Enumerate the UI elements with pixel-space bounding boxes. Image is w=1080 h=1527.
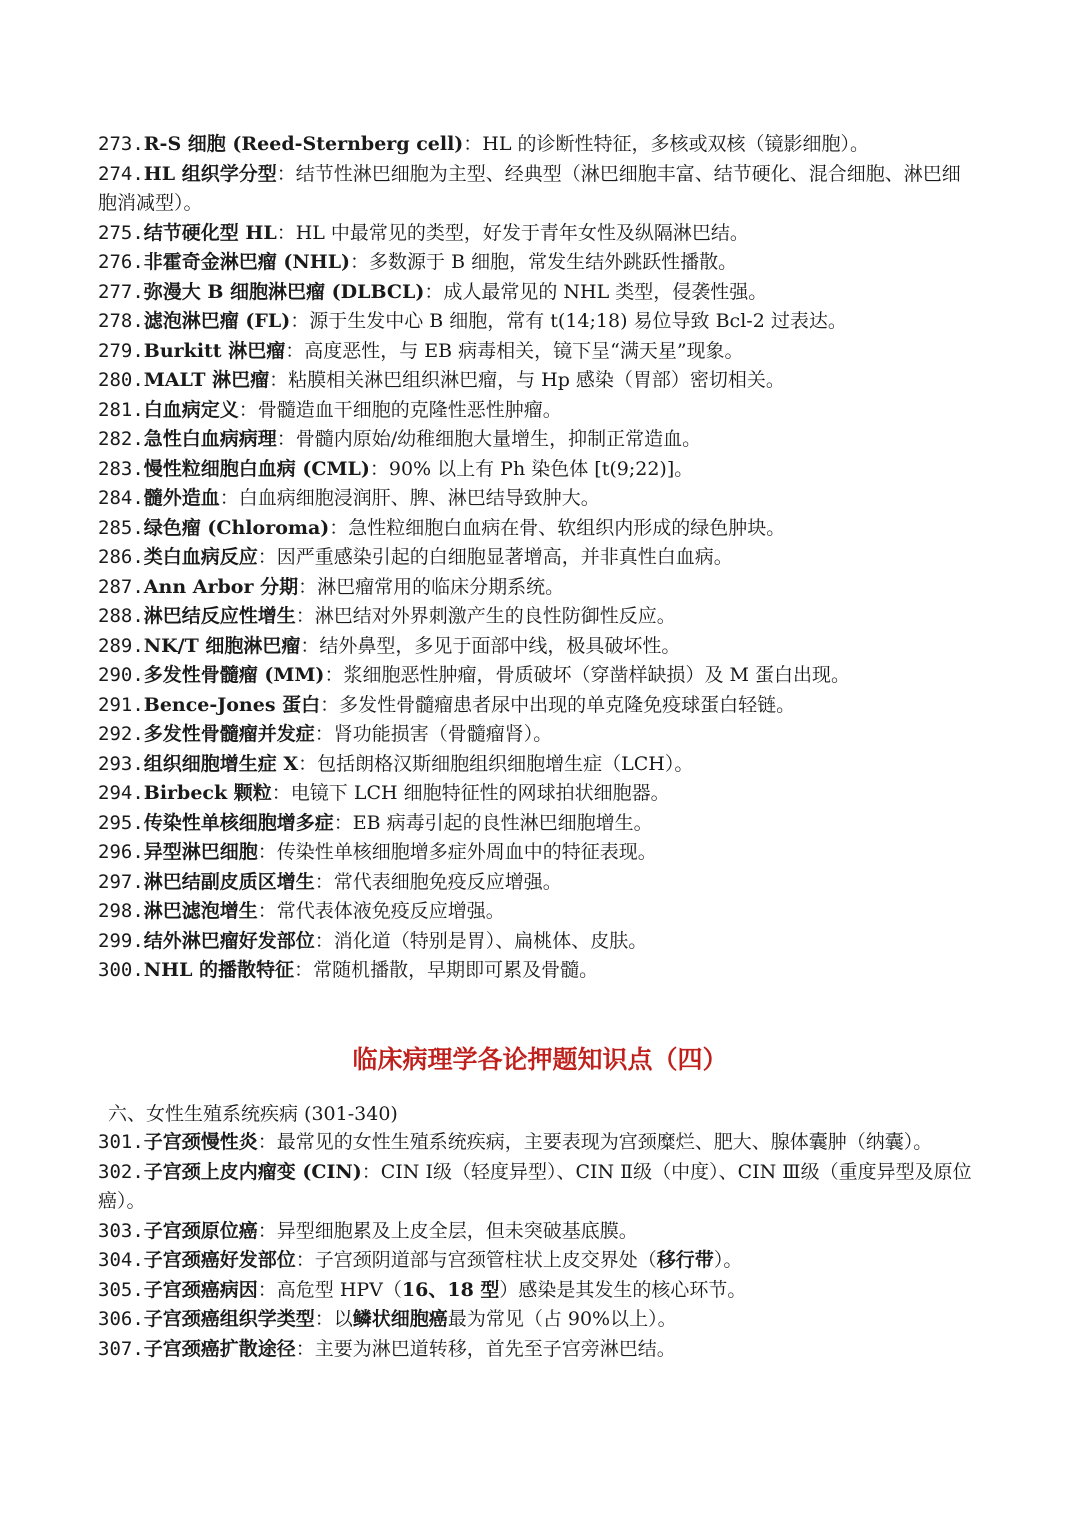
item-text: ：异型细胞累及上皮全层，但未突破基底膜。: [257, 1219, 638, 1242]
item-term: 慢性粒细胞白血病 (CML): [143, 457, 370, 480]
list-item: [98, 514, 978, 544]
item-term: 子宫颈癌组织学类型: [143, 1308, 315, 1330]
item-text: ：HL 的诊断性特征，多核或双核（镜影细胞）。: [463, 133, 870, 155]
item-number: 302.: [98, 1160, 144, 1183]
item-text: ：高危型 HPV（: [257, 1278, 402, 1301]
item-term: HL 组织学分型: [143, 162, 277, 185]
item-number: 285.: [98, 516, 144, 539]
item-emphasis: 移行带: [656, 1249, 714, 1271]
list-item: [98, 956, 978, 986]
item-tail: ）感染是其发生的核心环节。: [499, 1278, 747, 1301]
item-term: 白血病定义: [143, 398, 239, 421]
item-number: 287.: [98, 575, 144, 598]
item-number: 288.: [98, 605, 144, 627]
list-item: [98, 602, 978, 632]
item-number: 278.: [98, 310, 144, 332]
item-term: 滤泡淋巴瘤 (FL): [143, 310, 291, 332]
item-term: 子宫颈慢性炎: [143, 1131, 258, 1153]
item-text: ：EB 病毒引起的良性淋巴细胞增生。: [333, 811, 653, 834]
list-item: [98, 1158, 978, 1217]
item-text: ：粘膜相关淋巴组织淋巴瘤，与 Hp 感染（胃部）密切相关。: [269, 369, 785, 391]
item-term: 多发性骨髓瘤 (MM): [143, 664, 325, 686]
item-term: Ann Arbor 分期: [143, 575, 299, 598]
item-term: NK/T 细胞淋巴瘤: [143, 634, 301, 657]
item-text: ：以: [314, 1308, 353, 1330]
section-subtitle: 六、女性生殖系统疾病 (301-340): [108, 1103, 398, 1125]
item-term: 淋巴滤泡增生: [143, 900, 258, 922]
item-text: ：骨髓造血干细胞的克隆性恶性肿瘤。: [238, 398, 562, 421]
list-item: [98, 248, 978, 278]
item-text: ：常代表体液免疫反应增强。: [257, 900, 505, 922]
item-term: 结外淋巴瘤好发部位: [143, 929, 315, 952]
item-text: ：90% 以上有 Ph 染色体 [t(9;22)]。: [369, 457, 694, 480]
list-item: [98, 779, 978, 809]
list-item: [98, 720, 978, 750]
item-text: ：白血病细胞浸润肝、脾、淋巴结导致肿大。: [219, 487, 600, 509]
item-text: ：传染性单核细胞增多症外周血中的特征表现。: [257, 841, 657, 863]
item-term: MALT 淋巴瘤: [143, 369, 270, 391]
list-item: [98, 396, 978, 426]
item-number: 298.: [98, 900, 144, 922]
item-number: 274.: [98, 162, 144, 185]
item-text: ：因严重感染引起的白细胞显著增高，并非真性白血病。: [257, 546, 733, 568]
item-number: 284.: [98, 487, 144, 509]
item-number: 282.: [98, 428, 144, 450]
item-number: 279.: [98, 339, 144, 362]
item-term: 髓外造血: [143, 487, 220, 509]
item-number: 289.: [98, 634, 144, 657]
item-text: ：CIN Ⅰ级（轻度异型）、CIN Ⅱ级（中度）、CIN Ⅲ级（重度异型及原位癌）。: [98, 1160, 972, 1212]
list-item: [98, 1217, 978, 1247]
item-number: 283.: [98, 457, 144, 480]
list-item: [98, 543, 978, 573]
list-item: [98, 130, 978, 160]
list-item: [98, 1128, 978, 1158]
item-number: 305.: [98, 1278, 144, 1301]
item-text: ：淋巴结对外界刺激产生的良性防御性反应。: [295, 605, 676, 627]
item-term: 子宫颈癌好发部位: [143, 1249, 296, 1271]
item-term: 绿色瘤 (Chloroma): [143, 516, 330, 539]
item-number: 275.: [98, 221, 144, 244]
item-text: ：急性粒细胞白血病在骨、软组织内形成的绿色肿块。: [329, 516, 786, 539]
item-number: 306.: [98, 1308, 144, 1330]
item-number: 286.: [98, 546, 144, 568]
list-item: [98, 455, 978, 485]
item-number: 307.: [98, 1337, 144, 1360]
item-number: 293.: [98, 752, 144, 775]
item-tail: 最为常见（占 90%以上）。: [447, 1308, 677, 1330]
list-item: [98, 661, 978, 691]
item-tail: ）。: [713, 1249, 743, 1271]
item-term: 类白血病反应: [143, 546, 258, 568]
list-item: [98, 1335, 978, 1365]
list-item: [98, 425, 978, 455]
list-item: [98, 160, 978, 219]
list-item: [98, 809, 978, 839]
item-number: 299.: [98, 929, 144, 952]
list-item: [98, 573, 978, 603]
item-number: 277.: [98, 280, 144, 303]
item-term: 子宫颈上皮内瘤变 (CIN): [143, 1160, 362, 1183]
list-item: [98, 337, 978, 367]
item-term: 淋巴结反应性增生: [143, 605, 296, 627]
item-text: ：结节性淋巴细胞为主型、经典型（淋巴细胞丰富、结节硬化、混合细胞、淋巴细胞消减型）。: [98, 162, 961, 214]
item-term: NHL 的播散特征: [143, 959, 295, 981]
item-number: 281.: [98, 398, 144, 421]
item-number: 276.: [98, 251, 144, 273]
item-number: 291.: [98, 693, 144, 716]
list-item: [98, 1276, 978, 1306]
item-number: 303.: [98, 1219, 144, 1242]
item-emphasis: 16、18 型: [401, 1278, 500, 1301]
list-item: [98, 691, 978, 721]
item-term: 异型淋巴细胞: [143, 841, 258, 863]
item-number: 304.: [98, 1249, 144, 1271]
item-term: 组织细胞增生症 X: [143, 752, 299, 775]
list-item: [98, 484, 978, 514]
item-term: 子宫颈癌扩散途径: [143, 1337, 296, 1360]
item-term: 多发性骨髓瘤并发症: [143, 723, 315, 745]
list-item: [98, 927, 978, 957]
item-text: ：骨髓内原始/幼稚细胞大量增生，抑制正常造血。: [276, 428, 702, 450]
item-number: 273.: [98, 133, 144, 155]
item-term: 子宫颈癌病因: [143, 1278, 258, 1301]
item-term: 弥漫大 B 细胞淋巴瘤 (DLBCL): [143, 280, 425, 303]
item-text: ：成人最常见的 NHL 类型，侵袭性强。: [424, 280, 768, 303]
section-title: 临床病理学各论押题知识点（四）: [352, 1045, 728, 1074]
item-text: ：常随机播散，早期即可累及骨髓。: [294, 959, 599, 981]
list-item: [98, 307, 978, 337]
item-number: 297.: [98, 870, 144, 893]
item-text: ：肾功能损害（骨髓瘤肾）。: [314, 723, 553, 745]
item-text: ：常代表细胞免疫反应增强。: [314, 870, 562, 893]
item-text: ：子宫颈阴道部与宫颈管柱状上皮交界处（: [295, 1249, 657, 1271]
item-term: Burkitt 淋巴瘤: [143, 339, 286, 362]
list-item: [98, 868, 978, 898]
item-term: 急性白血病病理: [143, 428, 277, 450]
list-item: [98, 750, 978, 780]
list-item: [98, 278, 978, 308]
list-item: [98, 366, 978, 396]
item-text: ：高度恶性，与 EB 病毒相关，镜下呈“满天星”现象。: [285, 339, 744, 362]
entry-list-hematopathology: [98, 130, 978, 986]
item-text: ：源于生发中心 B 细胞，常有 t(14;18) 易位导致 Bcl-2 过表达。: [290, 310, 847, 332]
item-text: ：浆细胞恶性肿瘤，骨质破坏（穿凿样缺损）及 M 蛋白出现。: [324, 664, 850, 686]
item-text: ：多数源于 B 细胞，常发生结外跳跃性播散。: [350, 251, 738, 273]
item-term: Birbeck 颗粒: [143, 782, 272, 804]
item-text: ：消化道（特别是胃）、扁桃体、皮肤。: [314, 929, 648, 952]
list-item: [98, 1246, 978, 1276]
item-number: 292.: [98, 723, 144, 745]
item-text: ：最常见的女性生殖系统疾病，主要表现为宫颈糜烂、肥大、腺体囊肿（纳囊）。: [257, 1131, 933, 1153]
item-number: 295.: [98, 811, 144, 834]
item-text: ：HL 中最常见的类型，好发于青年女性及纵隔淋巴结。: [276, 221, 749, 244]
item-term: Bence-Jones 蛋白: [143, 693, 321, 716]
item-text: ：包括朗格汉斯细胞组织细胞增生症（LCH）。: [298, 752, 694, 775]
item-number: 280.: [98, 369, 144, 391]
entry-list-female-reproductive: [98, 1128, 978, 1364]
item-term: 子宫颈原位癌: [143, 1219, 258, 1242]
list-item: [98, 838, 978, 868]
list-item: [98, 632, 978, 662]
item-text: ：淋巴瘤常用的临床分期系统。: [298, 575, 565, 598]
item-term: 淋巴结副皮质区增生: [143, 870, 315, 893]
item-term: 结节硬化型 HL: [143, 221, 277, 244]
item-number: 290.: [98, 664, 144, 686]
list-item: [98, 897, 978, 927]
list-item: [98, 219, 978, 249]
item-emphasis: 鳞状细胞癌: [352, 1308, 448, 1330]
item-term: 传染性单核细胞增多症: [143, 811, 334, 834]
item-term: R-S 细胞 (Reed-Sternberg cell): [143, 133, 464, 155]
item-number: 294.: [98, 782, 144, 804]
item-number: 301.: [98, 1131, 144, 1153]
item-number: 300.: [98, 959, 144, 981]
item-term: 非霍奇金淋巴瘤 (NHL): [143, 251, 351, 273]
item-text: ：电镜下 LCH 细胞特征性的网球拍状细胞器。: [271, 782, 670, 804]
item-text: ：多发性骨髓瘤患者尿中出现的单克隆免疫球蛋白轻链。: [320, 693, 796, 716]
item-text: ：主要为淋巴道转移，首先至子宫旁淋巴结。: [295, 1337, 676, 1360]
item-number: 296.: [98, 841, 144, 863]
list-item: [98, 1305, 978, 1335]
item-text: ：结外鼻型，多见于面部中线，极具破坏性。: [300, 634, 681, 657]
